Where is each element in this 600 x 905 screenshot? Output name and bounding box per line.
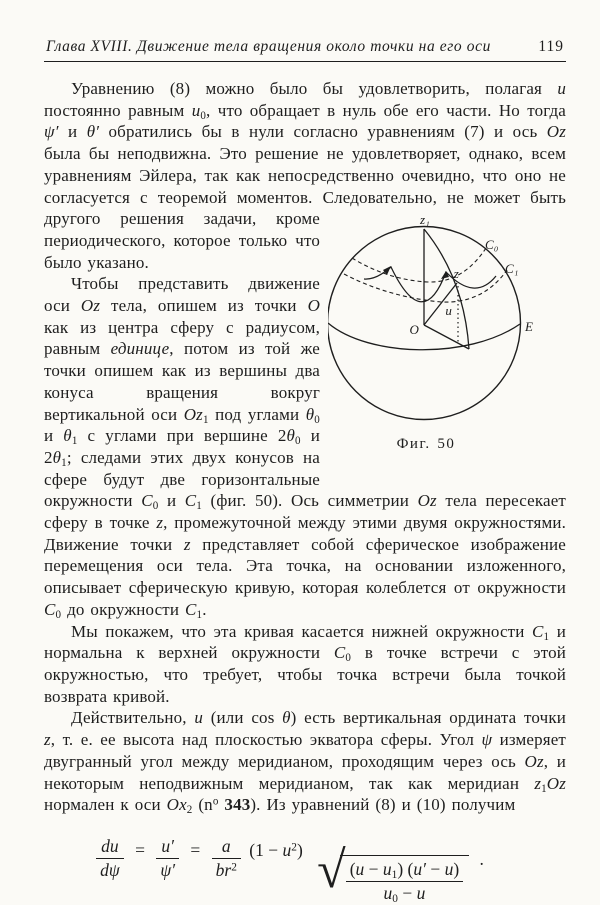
fraction-under-root: $\frac{(u - u_1) (u' - u)}{u_0 - u}$ <box>346 859 463 904</box>
body-text <box>44 78 566 904</box>
circle-c0-dashed <box>352 248 486 282</box>
label-c0: C₀ <box>485 237 499 253</box>
curve-arrowhead-right <box>441 271 449 279</box>
fraction-uprime-psiprime: $\frac{u'}{\psi'}$ <box>156 836 179 881</box>
label-z1: z₁ <box>420 212 430 228</box>
running-head <box>44 38 566 62</box>
radical: √ $\frac{(u - u_1) (u' - u)}{u_0 - u}$ <box>317 855 469 904</box>
fraction-a-br2: $\frac{a}{br^2}$ <box>212 836 241 881</box>
figure-50 <box>328 212 566 456</box>
label-e: E <box>525 319 534 335</box>
paragraph-1-end: периодического, которое только что было указано. <box>44 230 320 272</box>
equator-arc <box>328 323 520 350</box>
label-z: z <box>453 266 459 282</box>
radicand <box>340 855 469 904</box>
paragraph-4: Действительно, u (или cos θ) есть вертикальная ордината точки z, т. е. ее высота над плоскостью экватора сферы. Угол ψ измеряет двугранный угол между меридианом, проходящим через ось Oz, и некоторым неподвижным меридианом, так как меридиан $z_1Oz$ нормален к оси $Ox_2$ ($n^o$ 343). Из уравнений (8) и (10) получим <box>44 708 566 817</box>
equals-sign: = <box>135 839 145 860</box>
meridian-arc <box>424 229 469 349</box>
page-number: 119 <box>538 38 564 55</box>
figure-caption: Фиг. 50 <box>396 436 456 453</box>
fraction-du-dpsi: $\frac{du}{d\psi}$ <box>96 836 124 881</box>
radius-op-line <box>424 325 469 349</box>
label-c1: C₁ <box>505 261 519 277</box>
equals-sign: = <box>190 839 201 860</box>
paragraph-3: Мы покажем, что эта кривая касается нижней окружности $C_1$ и нормальна к верхней окружности $C_0$ в точке встречи с этой окружностью, что требует, чтобы точка встречи была точкой возврата кривой. <box>44 621 566 706</box>
equation-du-dpsi <box>44 836 536 904</box>
z-trajectory-curve <box>364 267 496 302</box>
factor-term: $(1 - u^2)$ <box>249 839 303 860</box>
label-o: O <box>409 322 419 338</box>
paragraph-1-start: Уравнению (8) можно было бы удовлетворить, полагая u постоянно равным $u_0$, что обращает в нуль обе его части. Но тогда ψ′ и θ′ обратились бы в нули согласно уравнениям (7) и ось Oz была бы неподвижна. Это решение не удовлетворяет, однако, всем уравнениям Эйлера, так как непосредственно очевидно, что оно не согласуется с теоремой моментов. Следовательно, не может быть другого решения задачи, кроме <box>44 79 566 229</box>
radius-oz-line <box>424 283 457 325</box>
sphere-diagram <box>328 212 566 426</box>
paragraph-2: Чтобы представить движение оси Oz тела, опишем из точки O как из центра сферу с радиусом, равным единице, потом из той же точки опишем как из вершины два конуса вращения вокруг вертикальной оси $Oz_1$ под углами $\theta_0$ и $\theta_1$ с углами при вершине $2\theta_0$ и $2\theta_1$; следами этих двух конусов на сфере будут две горизонтальные окружности $C_0$ и $C_1$ (фиг. 50). Ось симметрии Oz тела пересекает сферу в точке z, промежуточной между этими двумя окружностями. Движение точки z представляет собой сферическое изображение перемещения оси тела. Эта точка, на основании изложенного, описывает сферическую кривую, которая колеблется от окружности $C_0$ до окружности $C_1$. <box>44 274 566 621</box>
chapter-title: Глава XVIII. Движение тела вращения около точки на его оси <box>46 38 491 55</box>
sentence-period: . <box>479 848 484 869</box>
label-u: u <box>445 303 452 319</box>
